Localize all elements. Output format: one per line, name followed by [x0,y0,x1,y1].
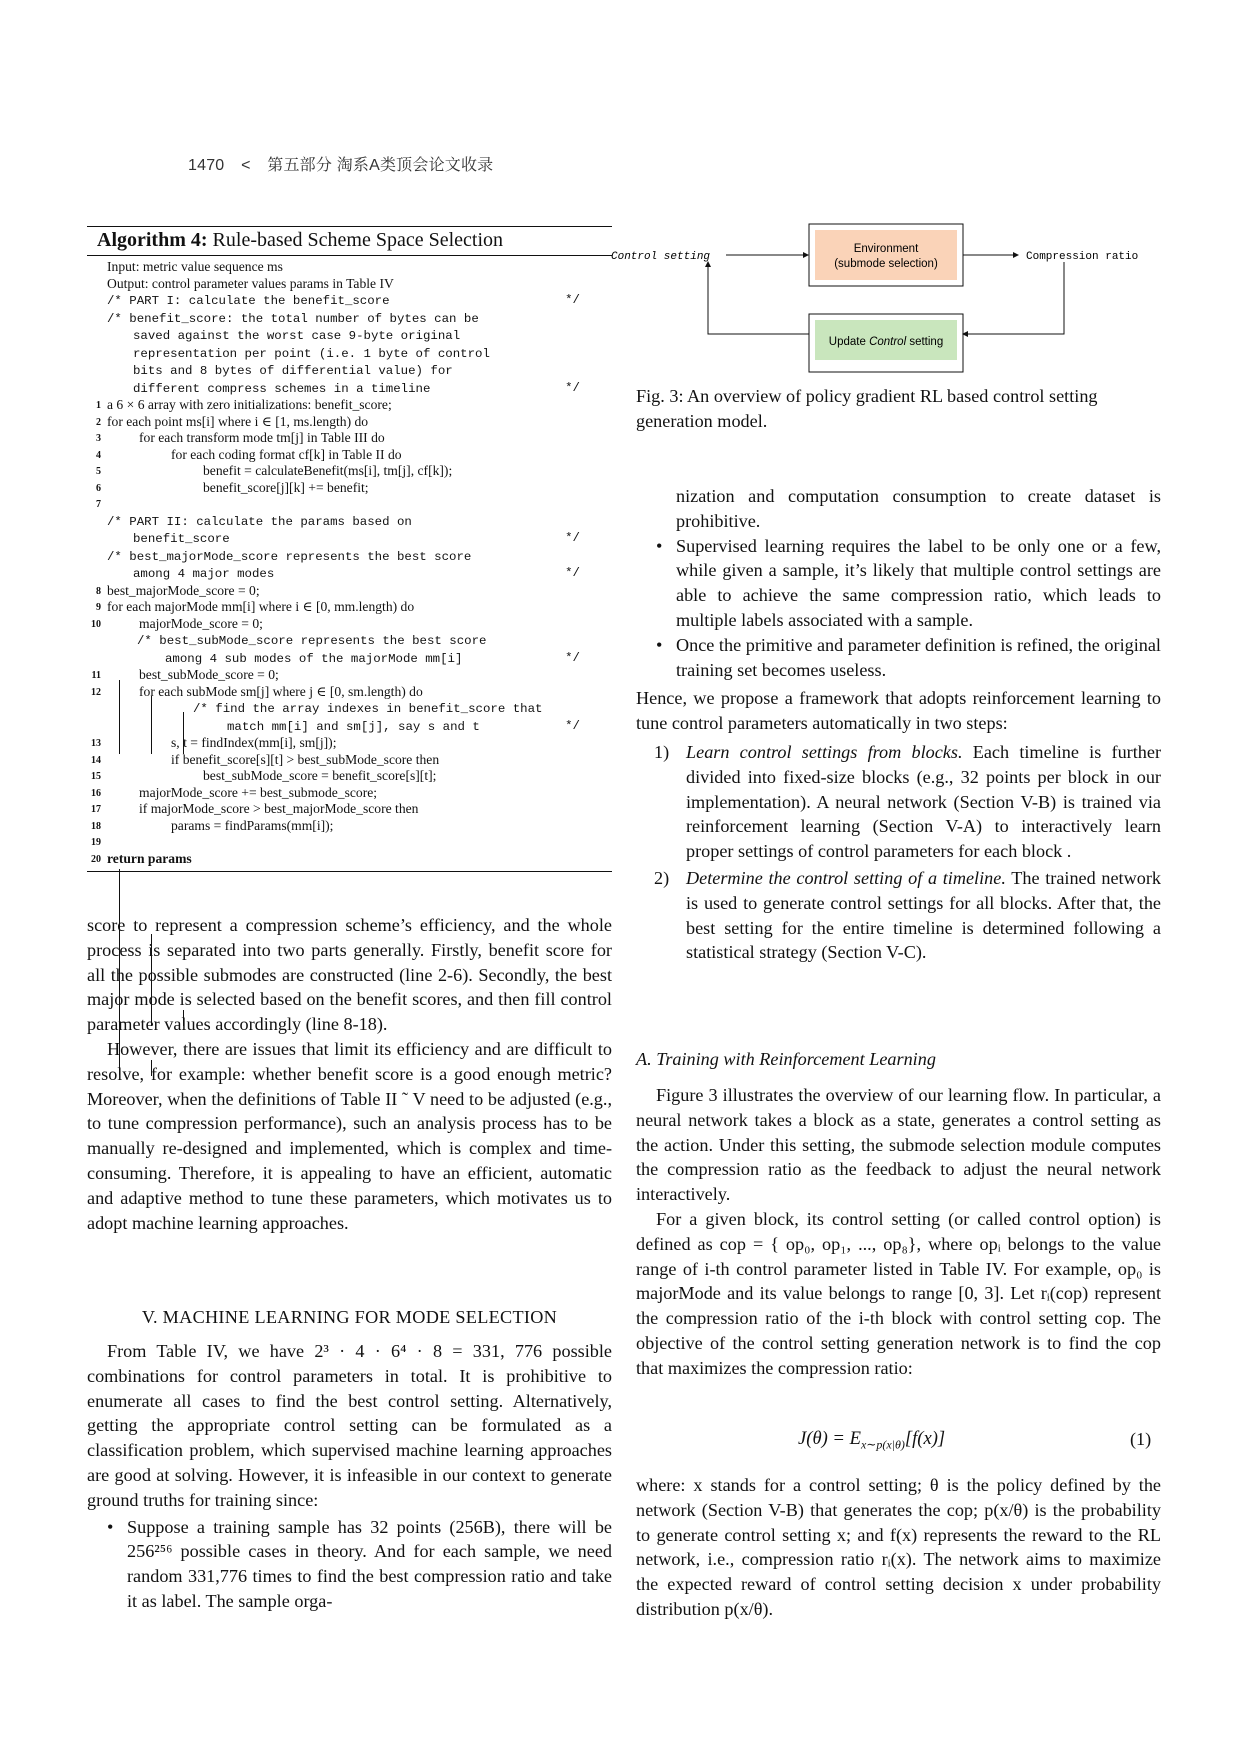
algorithm-label: Algorithm 4: [97,229,208,251]
line-number: 7 [96,499,101,510]
algo-comment: bits and 8 bytes of differential value) for [133,364,453,378]
algo-line [87,414,612,431]
algo-line [87,834,612,851]
algo-line [87,801,612,818]
algo-line [87,818,612,835]
bullet-item [87,1515,612,1614]
line-number: 3 [96,433,101,444]
algo-line-text: for each point ms[i] where i ∈ [1, ms.length) do [107,413,369,429]
algo-line-text: if benefit_score[s][t] > best_subMode_score then [171,751,440,767]
line-number: 8 [96,585,101,597]
enum-title: Determine the control setting of a timeline. [686,867,1006,888]
block-bar [119,680,120,754]
algo-comment: different compress schemes in a timeline [133,381,431,396]
paragraph: score to represent a compression scheme’s efficiency, and the whole process is separated into two parts generally. Firstly, benefit score for all the possible submodes are constructed (line 2-6). Secondly, the best major mode is selected based on the benefit scores, and then fill control parameter values accordingly (line 8-18). [87,915,612,1035]
algo-line-text: for each majorMode mm[i] where i ∈ [0, mm.length) do [107,599,415,614]
algo-line [87,735,612,752]
algo-line-text: benefit_score[j][k] += benefit; [203,479,369,495]
algo-line [87,463,612,480]
bullet-item [636,633,1161,683]
algo-line [87,430,612,447]
enum-item [636,740,1161,864]
equation-main: J(θ) = E [798,1428,861,1449]
bullet-dot: • [656,535,663,556]
update-label: Update Control setting [828,336,944,348]
comment-end: */ [565,531,580,545]
algo-line-text: for each subMode sm[j] where j ∈ [0, sm.length) do [139,683,423,699]
algo-input: Input: metric value sequence ms [107,259,283,274]
line-number: 10 [91,618,101,630]
algo-line-text: majorMode_score = 0; [139,615,263,631]
comment-end: */ [565,718,580,733]
figure-caption: Fig. 3: An overview of policy gradient RL based control setting generation model. [636,386,1098,431]
left-paragraphs [87,913,612,1235]
header-separator: < [241,157,251,174]
algo-comment: benefit_score [133,532,230,546]
line-number: 20 [91,853,101,865]
comment-end: */ [565,650,580,665]
update-arrow [708,262,809,334]
algo-line [87,616,612,633]
algo-line-text: best_subMode_score = benefit_score[s][t]; [203,768,437,783]
line-number: 9 [96,602,101,613]
algo-line [87,785,612,802]
algo-line [87,752,612,769]
line-number: 16 [91,787,101,799]
compression-ratio-label: Compression ratio [1026,251,1139,263]
equation-number: (1) [1130,1429,1152,1449]
right-final-text [636,1473,1161,1622]
algo-line [87,768,612,785]
line-number: 18 [91,820,101,832]
algo-line-text: s, t = findIndex(mm[i], sm[j]); [171,735,337,750]
algo-comment: representation per point (i.e. 1 byte of control [133,346,490,361]
algo-line-text: for each coding format cf[k] in Table II do [171,446,402,462]
paragraph: However, there are issues that limit its efficiency and are difficult to resolve, for example: whether benefit score is a good enough metric? Moreover, when the definitions of Table II ˜ V need to be adjusted (e.g., to tune compression performance), such an analysis process has to be manually re-designed and implemented, which is complex and time-consuming. Therefore, it is appealing to have an efficient, automatic and adaptive method to tune these parameters, which motivates us to adopt machine learning approaches. [87,1038,612,1233]
algo-line-text: if majorMode_score > best_majorMode_score then [139,801,419,816]
block-bar [183,712,184,754]
algo-comment: /* best_subMode_score represents the best score [137,634,487,648]
algo-comment: /* find the array indexes in benefit_score that [193,702,543,716]
line-number: 1 [96,400,101,411]
bullet-item [636,534,1161,633]
comment-end: */ [565,566,580,580]
algo-line-text: for each transform mode tm[j] in Table III do [139,430,385,445]
algo-line-text: params = findParams(mm[i]); [171,817,334,833]
line-number: 14 [91,754,101,766]
algo-line-text: best_subMode_score = 0; [139,667,279,682]
algo-comment: /* best_majorMode_score represents the best score [107,549,472,564]
algo-line [87,447,612,464]
right-text-block [636,484,1161,965]
algo-comment: among 4 major modes [133,567,275,581]
equation-subscript: x∼p(x|θ) [860,1437,905,1452]
line-number: 2 [96,416,101,428]
environment-label: Environment [853,243,919,255]
line-number: 11 [91,670,101,681]
algo-comment: /* PART II: calculate the params based on [107,514,412,529]
header-section: 第五部分 淘系A类顶会论文收录 [267,157,494,174]
bullet-text: Suppose a training sample has 32 points (256B), there will be 256²⁵⁶ possible cases in theory. And for each sample, we need random 331,776 times to find the best compression ratio and take it as label. The sample orga- [127,1516,612,1611]
bullet-continuation [636,484,1161,534]
algo-line [87,684,612,701]
algo-line [87,583,612,600]
rl-flow-diagram [611,222,1161,372]
feedback-arrow [963,262,1064,334]
figure-3 [611,222,1161,372]
equation [798,1428,945,1453]
algo-line-text: benefit = calculateBenefit(ms[i], tm[j], cf[k]); [203,463,453,478]
line-number: 13 [91,738,101,749]
bullet-text: Supervised learning requires the label to be only one or a few, while given a sample, it’s likely that multiple control settings are able to achieve the same compression ratio, which leads to multiple labels associated with a sample. [676,535,1161,630]
algorithm-box [87,226,612,872]
algo-line-text: best_majorMode_score = 0; [107,582,260,598]
algo-line [87,496,612,513]
algorithm-title [87,227,612,256]
paragraph: Hence, we propose a framework that adopts reinforcement learning to tune control parameters automatically in two steps: [636,688,1161,734]
control-setting-label: Control setting [611,251,711,263]
comment-end: */ [565,380,580,395]
bullet-dot: • [656,634,663,655]
algo-comment: /* PART I: calculate the benefit_score [107,294,390,308]
algo-line [87,599,612,616]
enum-title: Learn control settings from blocks. [686,741,963,762]
page-header [188,152,505,175]
paragraph: Figure 3 illustrates the overview of our learning flow. In particular, a neural network takes a block as a state, generates a control setting as the action. Under this setting, the submode selection module computes the compression ratio as the feedback to adjust the neural network interactively. [636,1085,1161,1205]
equation-tail: [f(x)] [904,1428,946,1449]
enum-number: 2) [654,867,670,888]
line-number: 12 [91,686,101,698]
algo-line [87,667,612,684]
paragraph: where: x stands for a control setting; θ is the policy defined by the network (Section V-B) that generates the cop; p(x/θ) is the probability to generate control setting x; and f(x) represents the reward to the RL network, i.e., compression ratio rᵢ(x). The network aims to maximize the expected reward of control setting decision x under probability distribution p(x/θ). [636,1475,1161,1619]
line-number: 4 [96,449,101,461]
algo-line-text: return params [107,850,192,866]
algo-line-text: a 6 × 6 array with zero initializations: benefit_score; [107,397,392,412]
algorithm-name: Rule-based Scheme Space Selection [212,229,504,251]
section-title: V. MACHINE LEARNING FOR MODE SELECTION [141,1307,558,1327]
environment-sublabel: (submode selection) [834,258,938,270]
bullet-text: Once the primitive and parameter definition is refined, the original training set becomes useless. [676,634,1161,680]
algo-comment: /* benefit_score: the total number of bytes can be [107,311,479,326]
line-number: 17 [91,804,101,815]
block-bar [151,696,152,754]
algo-line [87,480,612,497]
left-section-text [87,1339,612,1614]
environment-box [815,230,957,280]
algo-comment: among 4 sub modes of the majorMode mm[i] [165,651,463,666]
enum-text: The trained network is used to generate control settings for all blocks. After that, the best setting for the entire timeline is determined following a statistical strategy (Section V-C). [686,867,1161,963]
algo-comment: match mm[i] and sm[j], say s and t [227,719,480,734]
enum-text: Each timeline is further divided into fixed-size blocks (e.g., 32 points per block in our implementation). A neural network (Section V-B) is trained via reinforcement learning (Section V-A) to interactively learn proper settings of control parameters for each block . [686,741,1161,862]
page-number: 1470 [188,157,225,174]
enum-number: 1) [654,741,670,762]
line-number: 5 [96,466,101,477]
subsection-title: A. Training with Reinforcement Learning [636,1049,936,1069]
comment-end: */ [565,293,580,307]
line-number: 15 [91,771,101,782]
algo-comment: saved against the worst case 9-byte original [133,329,461,343]
algorithm-body [87,256,612,871]
algo-line [87,397,612,414]
algo-line-text: majorMode_score += best_submode_score; [139,784,378,800]
paragraph: From Table IV, we have 2³ · 4 · 6⁴ · 8 = 331, 776 possible combinations for control parameters in total. It is prohibitive to enumerate all cases to find the best control setting. Alternatively, getting the appropriate control setting can be formulated as a classification problem, which supervised machine learning approaches are good at solving. However, it is infeasible in our context to generate ground truths for training since: [87,1341,612,1510]
line-number: 19 [91,837,101,848]
paragraph: For a given block, its control setting (or called control option) is defined as cop = { op₀, op₁, ..., op₈}, where opᵢ belongs to the value range of i-th control parameter listed in Table IV. For example, op₀ is majorMode and its value belongs to range [0, 3]. Let rᵢ(cop) represent the compression ratio of the i-th block with control setting cop. The objective of the control setting generation network is to find the cop that maximizes the compression ratio: [636,1208,1161,1378]
enum-item [636,866,1161,965]
algo-output: Output: control parameter values params in Table IV [107,275,394,291]
bullet-text: nization and computation consumption to create dataset is prohibitive. [676,486,1161,531]
algo-line [87,851,612,868]
right-section-text [636,1083,1161,1381]
line-number: 6 [96,482,101,494]
bullet-dot: • [107,1516,114,1537]
